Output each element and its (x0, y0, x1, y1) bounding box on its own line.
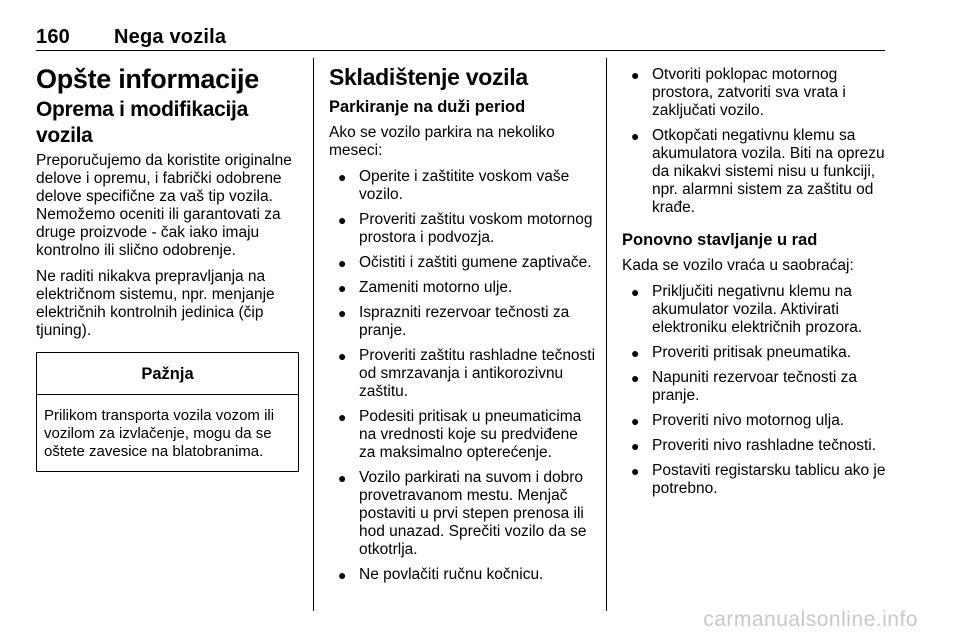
bullet-icon: ● (631, 345, 640, 361)
bullet-icon: ● (338, 470, 347, 486)
section-heading: Skladištenje vozila (329, 64, 528, 90)
watermark: carmanualsonline.info (703, 608, 918, 631)
paragraph: Ako se vozilo parkira na nekoliko meseci: (329, 124, 555, 159)
bullet-icon: ● (338, 169, 347, 185)
paragraph: Ne raditi nikakva prepravljanja na električnom sistemu, npr. menjanje električnih kontrolnih jedinica (čip tjuning). (36, 268, 275, 339)
left-column (36, 60, 304, 472)
section-subheading: Oprema i modifikacija vozila (36, 98, 248, 147)
list-item: ● Isprazniti rezervoar tečnosti za pranje. (338, 304, 570, 339)
header-rule (36, 50, 885, 51)
list-item: ● Vozilo parkirati na suvom i dobro provetravanom mestu. Menjač postaviti u prvi stepen prenosa ili hod unazad. Sprečiti vozilo da se otkotrlja. (338, 469, 587, 558)
bullet-list (622, 283, 890, 498)
list-item: ● Ne povlačiti ručnu kočnicu. (338, 566, 544, 583)
paragraph: Kada se vozilo vraća u saobraćaj: (622, 257, 854, 274)
list-item: ● Operite i zaštitite voskom vaše vozilo. (338, 168, 570, 203)
bullet-icon: ● (631, 128, 640, 144)
list-item: ● Proveriti zaštitu rashladne tečnosti od smrzavanja i antikorozivnu zaštitu. (338, 347, 596, 400)
bullet-icon: ● (338, 255, 347, 271)
list-item: ● Očistiti i zaštiti gumene zaptivače. (338, 254, 592, 271)
bullet-icon: ● (338, 567, 347, 583)
bullet-icon: ● (338, 280, 347, 296)
list-item: ● Proveriti zaštitu voskom motornog prostora i podvozja. (338, 211, 593, 246)
section-subheading: Ponovno stavljanje u rad (622, 231, 818, 249)
bullet-icon: ● (631, 413, 640, 429)
list-item: ● Zameniti motorno ulje. (338, 279, 513, 296)
page-header (36, 26, 226, 49)
caution-text: Prilikom transporta vozila vozom ili vozilom za izvlačenje, mogu da se oštete zavesice na blatobranima. (44, 407, 275, 460)
bullet-icon: ● (631, 370, 640, 386)
list-item: ● Proveriti pritisak pneumatika. (631, 344, 851, 361)
section-subheading: Parkiranje na duži period (329, 98, 526, 116)
list-item: ● Proveriti nivo rashladne tečnosti. (631, 437, 877, 454)
middle-column (329, 60, 597, 591)
list-item: ● Podesiti pritisak u pneumaticima na vrednosti koje su predviđene za maksimalno opterećenje. (338, 408, 582, 461)
bullet-icon: ● (631, 438, 640, 454)
bullet-icon: ● (338, 348, 347, 364)
list-item: ● Priključiti negativnu klemu na akumulator vozila. Aktivirati elektroniku električnih prozora. (631, 283, 863, 336)
right-column (622, 66, 890, 505)
bullet-icon: ● (631, 284, 640, 300)
chapter-title: Nega vozila (114, 26, 227, 48)
list-item: ● Otkopčati negativnu klemu sa akumulatora vozila. Biti na oprezu da nikakvi sistemi nisu u funkciji, npr. alarmni sistem za zaštitu od krađe. (631, 127, 885, 216)
column-divider-2 (606, 58, 607, 611)
list-item: ● Proveriti nivo motornog ulja. (631, 412, 845, 429)
bullet-list (329, 168, 597, 584)
paragraph: Preporučujemo da koristite originalne delove i opremu, i fabrički odobrene delove specifične za vaš tip vozila. Nemožemo oceniti ili garantovati za druge proizvode - čak iako imaju kontrolno ili slično odobrenje. (36, 152, 292, 259)
list-item: ● Napuniti rezervoar tečnosti za pranje. (631, 369, 858, 404)
column-divider-1 (313, 58, 314, 611)
section-heading: Opšte informacije (36, 64, 259, 94)
list-item: ● Otvoriti poklopac motornog prostora, zatvoriti sva vrata i zaključati vozilo. (631, 66, 846, 119)
list-item: ● Postaviti registarsku tablicu ako je potrebno. (631, 462, 886, 497)
page-number: 160 (36, 26, 70, 48)
bullet-icon: ● (631, 67, 640, 83)
bullet-icon: ● (338, 409, 347, 425)
bullet-icon: ● (338, 212, 347, 228)
bullet-icon: ● (338, 305, 347, 321)
caution-box (36, 352, 299, 472)
caution-title: Pažnja (37, 353, 298, 395)
bullet-list (622, 66, 890, 217)
bullet-icon: ● (631, 463, 640, 479)
